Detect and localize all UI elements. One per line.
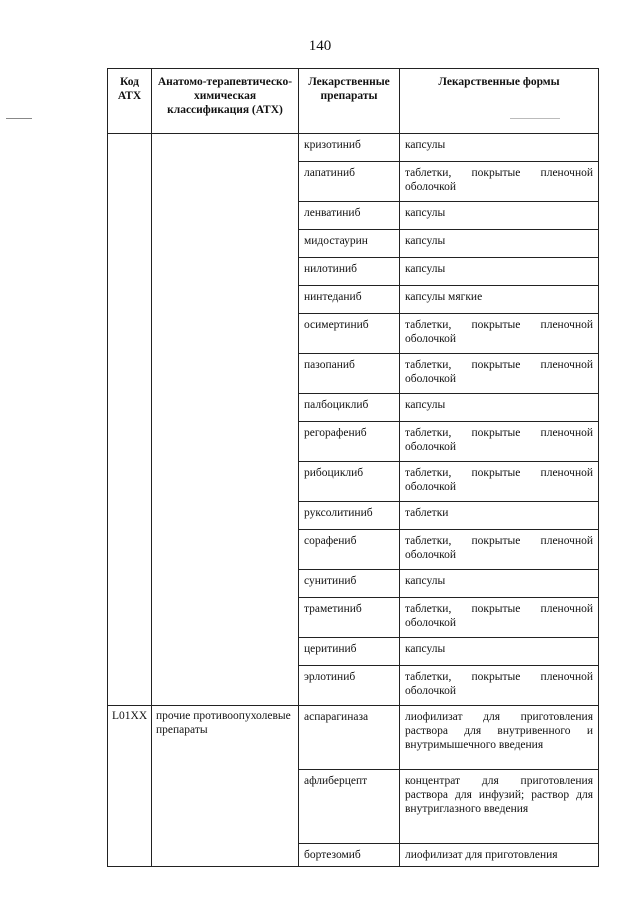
drug-name: сорафениб xyxy=(299,530,400,570)
drug-name: афлиберцепт xyxy=(299,770,400,844)
header-forms: Лекарственные формы xyxy=(400,69,599,134)
dosage-form: таблетки, покрытые пленочной оболочкой xyxy=(400,162,599,202)
drug-name: осимертиниб xyxy=(299,314,400,354)
dosage-form: капсулы xyxy=(400,570,599,598)
dosage-form: капсулы xyxy=(400,202,599,230)
table-row xyxy=(108,134,599,162)
dosage-form: капсулы xyxy=(400,134,599,162)
dosage-form: таблетки, покрытые пленочной оболочкой xyxy=(400,354,599,394)
group-code: L01XX xyxy=(108,706,152,867)
dosage-form: таблетки, покрытые пленочной оболочкой xyxy=(400,462,599,502)
header-drugs: Лекарственные препараты xyxy=(299,69,400,134)
dosage-form: капсулы мягкие xyxy=(400,286,599,314)
header-code: Код АТХ xyxy=(108,69,152,134)
drug-name: бортезомиб xyxy=(299,844,400,867)
drug-name: палбоциклиб xyxy=(299,394,400,422)
drug-name: аспарагиназа xyxy=(299,706,400,770)
dosage-form: таблетки, покрытые пленочной оболочкой xyxy=(400,314,599,354)
atc-cell-empty xyxy=(152,134,299,706)
dosage-form: лиофилизат для приготовления xyxy=(400,844,599,867)
drug-name: мидостаурин xyxy=(299,230,400,258)
drug-name: нинтеданиб xyxy=(299,286,400,314)
drug-table xyxy=(107,68,599,867)
page-number: 140 xyxy=(308,38,332,54)
drug-name: церитиниб xyxy=(299,638,400,666)
drug-name: нилотиниб xyxy=(299,258,400,286)
drug-name: регорафениб xyxy=(299,422,400,462)
drug-name: пазопаниб xyxy=(299,354,400,394)
drug-name: эрлотиниб xyxy=(299,666,400,706)
code-cell-empty xyxy=(108,134,152,706)
dosage-form: концентрат для приготовления раствора для инфузий; раствор для внутриглазного введения xyxy=(400,770,599,844)
table-row xyxy=(108,706,599,770)
drug-name: кризотиниб xyxy=(299,134,400,162)
drug-name: траметиниб xyxy=(299,598,400,638)
group-name: прочие противоопухолевые препараты xyxy=(152,706,299,867)
dosage-form: таблетки, покрытые пленочной оболочкой xyxy=(400,598,599,638)
dosage-form: капсулы xyxy=(400,394,599,422)
table-header-row xyxy=(108,69,599,134)
dosage-form: капсулы xyxy=(400,258,599,286)
table-body xyxy=(108,134,599,867)
scan-mark-left xyxy=(6,118,32,119)
dosage-form: таблетки, покрытые пленочной оболочкой xyxy=(400,666,599,706)
drug-name: сунитиниб xyxy=(299,570,400,598)
dosage-form: таблетки, покрытые пленочной оболочкой xyxy=(400,422,599,462)
dosage-form: таблетки, покрытые пленочной оболочкой xyxy=(400,530,599,570)
drug-name: руксолитиниб xyxy=(299,502,400,530)
dosage-form: капсулы xyxy=(400,230,599,258)
drug-name: ленватиниб xyxy=(299,202,400,230)
dosage-form: лиофилизат для приготовления раствора для внутривенного и внутримышечного введения xyxy=(400,706,599,770)
dosage-form: таблетки xyxy=(400,502,599,530)
header-atc: Анатомо-терапевтическо-химическая классификация (АТХ) xyxy=(152,69,299,134)
drug-name: лапатиниб xyxy=(299,162,400,202)
dosage-form: капсулы xyxy=(400,638,599,666)
drug-name: рибоциклиб xyxy=(299,462,400,502)
